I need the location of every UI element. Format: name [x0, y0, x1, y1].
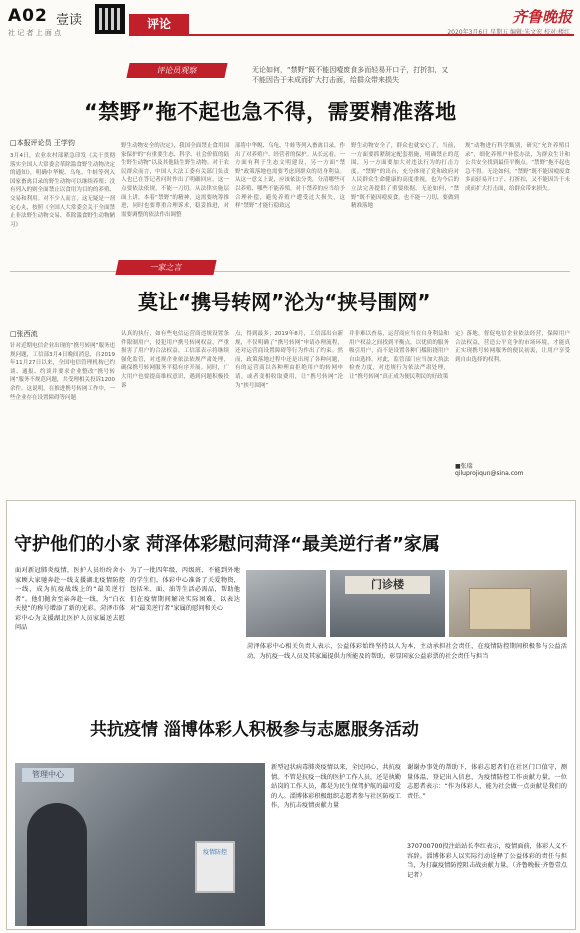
page-number: A02 [8, 6, 48, 26]
photo-volunteer-checkpoint [15, 763, 265, 926]
article-byline: □张西流 [10, 330, 38, 338]
qr-code-icon [95, 4, 125, 34]
article-column: 野生动物安全了，群众也就安心了，当前，一方面要抓紧制定配套措施，明确禁止的范围，另一方面要加大对违法行为的打击力度。“禁野”的出台，充分体现了党和政府对人民群众生命健康的高度重视，也为今后的立法完善提供了重要依据。无论如何，“禁野”既不能因噎废食，也不能一刀切，要做到精准落地 [351, 143, 459, 210]
article-column: 部将中华鲵、乌龟、牛蛙等列入畜禽目录，作出了对养殖户、经营者的保护。从长远看，一方面有利于生态文明建设，另一方面“禁野”政策落地也需要考虑到群众的切身利益。从这一意义上说，应该依法分类，分清哪些可以养殖、哪些不能养殖，对于禁养的应当给予合理补偿，避免养殖户遭受过大损失，这样“禁野”才能行稳致远 [235, 143, 345, 210]
article-column: 针对近期电信企业出现的“携号转网”服务违规问题，工信部3月4日晚间消息，自2019年11月27日以来，全国电信管理机构已约谈、通报、约谈并要求企业整改“携号转网”服务不规范问题，共受理相关投诉1200余件。这说明，在推进携号转网工作中，一些企业存在设置障碍等问题 [10, 343, 115, 401]
photo-person [27, 803, 87, 926]
author-name: ■张瑞 [455, 463, 473, 470]
photo-card: 疫情防控 [195, 841, 235, 893]
supply-box [469, 588, 531, 630]
section-tab: 评论 [129, 14, 189, 34]
article-column: 3月4日，农业农村部紧急印发《关于贯彻落实全国人大常委会革除滥食野生动物决定的通知》，明确中华鲵、乌龟、牛蛙等列入国家畜禽目录的野生动物可以继续养殖；没有列入的则全面禁止以食用为目的的养殖、交易和利用。对不少人而言，这无疑是一剂定心丸，按照《全国人大常委会关于全面禁止非法野生动物交易、革除滥食野生动物陋习》 [10, 153, 115, 228]
photo-supplies [449, 570, 567, 637]
photo-volunteers [246, 570, 326, 637]
ad-column: 菏泽体彩中心相关负责人表示，公益体彩始终坚持以人为本，主动承担社会责任，在疫情防控期间积极参与公益活动，为抗疫一线人员及其家属提供力所能及的帮助，彰显国家公益彩票的社会责任与担当 [247, 643, 567, 660]
article-column: 规”动物进行科学甄别，研究“允许养殖目录”，细化养殖户补偿办法，为群众生计和公共安全找到最佳平衡点。“禁野”拖不起也急不得。无论如何，“禁野”既不能因噎废食多而轻易开口子、打折扣，又不能因告于未成而扩大打击面，给群众带来损失。 [465, 143, 570, 192]
ad-column: 370700700投注站站长李红表示，疫情面前，体彩人义不容辞。淄博体彩人以实际行动诠释了公益体彩的责任与担当，为打赢疫情防控阻击战贡献力量。（齐鲁晚报·齐鲁壹点记者） [407, 843, 567, 879]
editor-line: 社 记 者 上 面 点 [8, 29, 62, 37]
article-headline: “禁野”拖不起也急不得，需要精准落地 [84, 100, 457, 124]
newspaper-logo: 齐鲁晚报 [511, 8, 572, 26]
ad-column: 新型冠状病毒肺炎疫情以来，全民同心，共抗疫情。不管是抗疫一线的医护工作人员，还是执勤站岗的工作人员，都是为民生保驾护航的最可爱的人。淄博体彩积极组织志愿者参与社区防疫工作，为抗击疫情贡献力量 [271, 764, 401, 809]
photo-sign: 管理中心 [22, 768, 74, 782]
article-column: 野生动物安全的决定》，我国全面禁止食用国家保护的“有重要生态、科学、社会价值的陆生野生动物”以及其他陆生野生动物。对于农民群众而言，中国人大法工委有关部门负责人也已在答记者问时作出了明确回应，这一点要依法依规，不能一刀切。从法律实施层面上讲，本着“禁野”的精神，这需要统筹推进，同时也要尊重合理诉求，稳妥推进，对需要调整的依法作出调整 [121, 143, 229, 218]
column-tag: 一家之言 [115, 260, 216, 275]
dateline: 2020年3月6日 星期五 编辑:朱文宏 校对:楼红 [447, 29, 570, 36]
article-column: 定》落地，督促电信企业依法经营，保障用户合法权益，营造公平竞争的市场环境，才能真正实现携号转网服务的便民初衷，让用户享受到自由选择的权利。 [455, 331, 570, 363]
ad-headline: 共抗疫情 淄博体彩人积极参与志愿服务活动 [90, 720, 419, 740]
article-column: 并非难以查易，运营商应当在自身利益和用户权益之间找到平衡点，以优质的服务吸引用户，而不是设置各种门槛阻挠用户自由选择。对此，监管部门应当加大执法检查力度，对违规行为依法严肃处理，让“携号转网”真正成为便民利民的好政策 [349, 331, 449, 380]
section-name: 壹读 [56, 13, 83, 28]
photo-sign: 门诊楼 [345, 576, 430, 594]
article-byline: □本报评论员 王学钧 [10, 139, 75, 147]
ad-headline: 守护他们的小家 菏泽体彩慰问菏泽“最美逆行者”家属 [14, 534, 440, 555]
ad-column: 谢谢办事处的帮助下，体彩志愿者们在社区门口值守，测量体温、登记出入信息，为疫情防控工作贡献力量。一位志愿者表示：“作为体彩人，能为社会做一点贡献是我们的责任。” [407, 764, 567, 800]
author-email: qiluprojiqun@sina.com [455, 470, 524, 477]
article-lead: 无论如何，“禁野”既不能因噎废食多而轻易开口子，打折扣，又不能因告于未成而扩大打击面，给群众带来损失 [252, 66, 449, 84]
photo-clinic-entrance [330, 570, 445, 637]
section-divider [10, 271, 570, 272]
column-tag: 评论员观察 [126, 63, 227, 78]
ad-column: 为了一批四年级、丙级班、不能到外地的学生们，体彩中心准备了关爱物资，包括米、面、油等生活必需品，帮助他们在疫情期间解决实际困难，以表达对“最美逆行者”家属的慰问和关心 [130, 567, 240, 612]
article-column: 认真的执行，如有些电信运营商违规设置条件限制用户，侵犯用户携号转网权益，严重损害了用户的合法权益。工信部表示将继续强化监管，对违规企业依法依规严肃处理，确保携号转网服务平稳有序开展。同时，广大用户也要提高维权意识，遇到问题积极投诉 [121, 331, 229, 389]
article-column: 点，得到最多；2019年8月，工信部出台新规，不仅明确了“携号转网”申请办理流程，还对运营商设置障碍等行为作出了约束。然而，政策落地过程中还是出现了各种问题，有的运营商以各种理由拒绝用户的转网申请，或者变相收取费用，让“携号转网”沦为“挟号围网” [235, 331, 343, 389]
article-headline: 莫让“携号转网”沦为“挟号围网” [138, 290, 431, 314]
ad-column: 面对新冠肺炎疫情，医护人员纷纷舍小家顾大家驰奔赴一线支援湖北疫情防控一线，成为抗疫战线上的“最美逆行者”。他们抛舍至亲奔赴一线，为“白衣天使”的称号增添了新的光彩。菏泽市体彩中心为支援湖北医护人员家属送去慰问品 [15, 567, 125, 631]
